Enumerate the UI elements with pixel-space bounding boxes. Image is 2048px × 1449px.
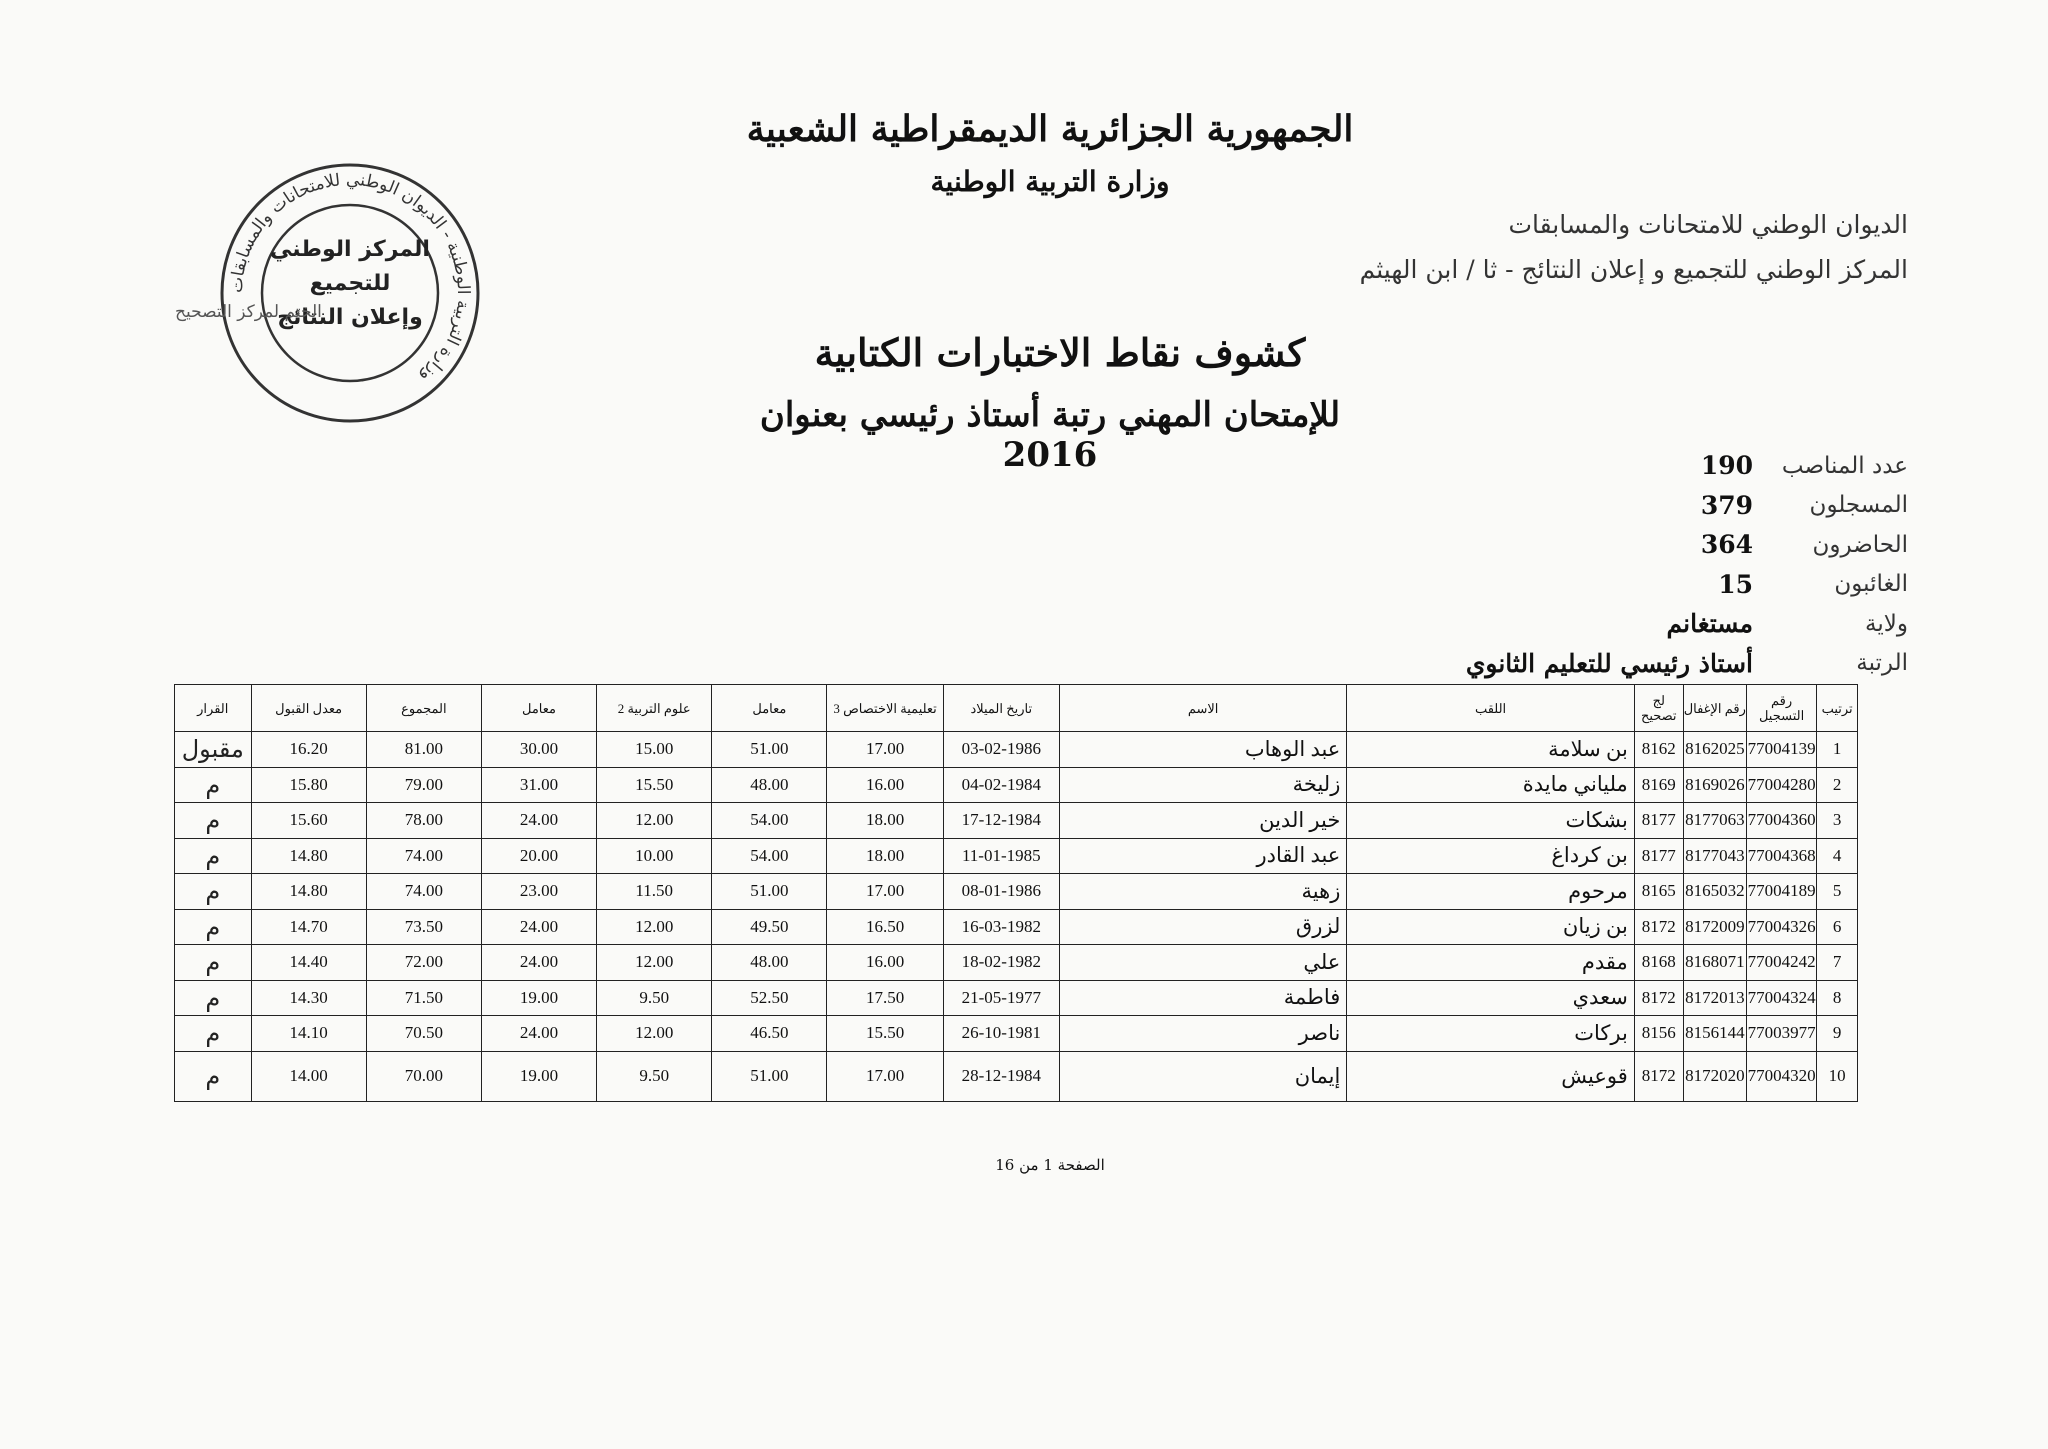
column-header: علوم التربية 2 — [597, 685, 712, 732]
table-cell: 48.00 — [712, 945, 827, 981]
table-cell: 2 — [1817, 767, 1858, 803]
table-cell: 8177 — [1634, 803, 1683, 839]
table-cell: إيمان — [1059, 1051, 1346, 1101]
stat-value: 190 — [1700, 451, 1753, 481]
table-cell: 51.00 — [712, 874, 827, 910]
table-cell: 74.00 — [366, 874, 481, 910]
table-cell: زليخة — [1059, 767, 1346, 803]
table-row — [175, 909, 1858, 945]
table-cell: م — [175, 945, 252, 981]
table-cell: م — [175, 909, 252, 945]
table-header-row — [175, 685, 1858, 732]
stat-value: 364 — [1700, 530, 1753, 560]
stamp-center-text: المركز الوطني للتجميع وإعلان النتائج — [270, 237, 430, 330]
column-header: تاريخ الميلاد — [943, 685, 1059, 732]
table-row — [175, 874, 1858, 910]
table-cell: 24.00 — [481, 945, 596, 981]
table-row — [175, 980, 1858, 1016]
table-cell: 26-10-1981 — [943, 1016, 1059, 1052]
table-cell: 14.30 — [251, 980, 366, 1016]
table-cell: 54.00 — [712, 803, 827, 839]
table-cell: 78.00 — [366, 803, 481, 839]
table-cell: 11.50 — [597, 874, 712, 910]
table-cell: 9.50 — [597, 980, 712, 1016]
stamp-ring-text: وزارة التربية الوطنية - الديوان الوطني للامتحانات والمسابقات — [226, 169, 474, 387]
table-cell: 8169 — [1634, 767, 1683, 803]
table-cell: م — [175, 838, 252, 874]
stat-value: 379 — [1700, 490, 1753, 520]
table-cell: 14.80 — [251, 874, 366, 910]
table-cell: 71.50 — [366, 980, 481, 1016]
table-cell: 14.70 — [251, 909, 366, 945]
table-cell: م — [175, 980, 252, 1016]
table-cell: 8162 — [1634, 732, 1683, 768]
table-cell: 8168071 — [1683, 945, 1746, 981]
stat-row — [1448, 604, 1908, 644]
table-cell: 77003977 — [1746, 1016, 1816, 1052]
table-cell: 04-02-1984 — [943, 767, 1059, 803]
column-header: المجموع — [366, 685, 481, 732]
column-header: معامل — [712, 685, 827, 732]
table-cell: لزرق — [1059, 909, 1346, 945]
table-cell: 08-01-1986 — [943, 874, 1059, 910]
table-cell: علي — [1059, 945, 1346, 981]
table-row — [175, 1051, 1858, 1101]
table-cell: 14.10 — [251, 1016, 366, 1052]
stat-value: مستغانم — [1666, 609, 1753, 639]
column-header: تعليمية الاختصاص 3 — [827, 685, 943, 732]
table-cell: 19.00 — [481, 980, 596, 1016]
table-cell: 8165 — [1634, 874, 1683, 910]
table-row — [175, 1016, 1858, 1052]
table-cell: بن كرداغ — [1347, 838, 1634, 874]
document-subtitle: للإمتحان المهني رتبة أستاذ رئيسي بعنوان 2016 — [759, 395, 1341, 475]
table-cell: عبد القادر — [1059, 838, 1346, 874]
column-header: اللقب — [1347, 685, 1634, 732]
table-row — [175, 945, 1858, 981]
table-cell: 51.00 — [712, 1051, 827, 1101]
table-cell: م — [175, 874, 252, 910]
stat-value: أستاذ رئيسي للتعليم الثانوي — [1465, 648, 1753, 678]
table-cell: 31.00 — [481, 767, 596, 803]
table-cell: 77004189 — [1746, 874, 1816, 910]
table-cell: ناصر — [1059, 1016, 1346, 1052]
table-cell: 8172 — [1634, 1051, 1683, 1101]
table-cell: 9 — [1817, 1016, 1858, 1052]
stat-row — [1448, 565, 1908, 605]
table-cell: مقدم — [1347, 945, 1634, 981]
table-cell: 8168 — [1634, 945, 1683, 981]
table-cell: 17.00 — [827, 1051, 943, 1101]
stat-label: ولاية — [1865, 610, 1908, 637]
table-cell: 70.00 — [366, 1051, 481, 1101]
table-cell: 5 — [1817, 874, 1858, 910]
table-cell: 15.50 — [597, 767, 712, 803]
table-cell: 28-12-1984 — [943, 1051, 1059, 1101]
column-header: ترتيب — [1817, 685, 1858, 732]
table-cell: قوعيش — [1347, 1051, 1634, 1101]
table-cell: 19.00 — [481, 1051, 596, 1101]
table-cell: 16-03-1982 — [943, 909, 1059, 945]
table-cell: 72.00 — [366, 945, 481, 981]
table-cell: 8 — [1817, 980, 1858, 1016]
table-cell: 12.00 — [597, 909, 712, 945]
table-cell: 8162025 — [1683, 732, 1746, 768]
official-stamp — [215, 158, 485, 428]
table-cell: 30.00 — [481, 732, 596, 768]
stat-row — [1448, 486, 1908, 526]
table-cell: 3 — [1817, 803, 1858, 839]
table-cell: 81.00 — [366, 732, 481, 768]
table-cell: سعدي — [1347, 980, 1634, 1016]
table-cell: بن سلامة — [1347, 732, 1634, 768]
table-cell: 12.00 — [597, 1016, 712, 1052]
table-cell: 16.00 — [827, 767, 943, 803]
ministry-heading: وزارة التربية الوطنية — [930, 165, 1170, 198]
table-cell: 10.00 — [597, 838, 712, 874]
table-cell: بركات — [1347, 1016, 1634, 1052]
column-header: الاسم — [1059, 685, 1346, 732]
table-cell: 79.00 — [366, 767, 481, 803]
center-name: المركز الوطني للتجميع و إعلان النتائج - ثا / ابن الهيثم — [1359, 255, 1908, 284]
column-header: لج تصحيح — [1634, 685, 1683, 732]
table-cell: 51.00 — [712, 732, 827, 768]
document-title: كشوف نقاط الاختبارات الكتابية — [814, 330, 1306, 375]
office-name: الديوان الوطني للامتحانات والمسابقات — [1508, 210, 1908, 239]
table-cell: 77004242 — [1746, 945, 1816, 981]
column-header: القرار — [175, 685, 252, 732]
table-cell: 8156144 — [1683, 1016, 1746, 1052]
table-cell: 8172 — [1634, 980, 1683, 1016]
table-cell: 77004139 — [1746, 732, 1816, 768]
table-cell: 14.40 — [251, 945, 366, 981]
table-cell: 77004326 — [1746, 909, 1816, 945]
table-cell: 48.00 — [712, 767, 827, 803]
table-cell: 17.50 — [827, 980, 943, 1016]
stat-row — [1448, 446, 1908, 486]
table-cell: بشكات — [1347, 803, 1634, 839]
column-header: معامل — [481, 685, 596, 732]
table-cell: 17-12-1984 — [943, 803, 1059, 839]
table-cell: 16.00 — [827, 945, 943, 981]
table-cell: 6 — [1817, 909, 1858, 945]
table-cell: 14.80 — [251, 838, 366, 874]
table-cell: 24.00 — [481, 803, 596, 839]
table-cell: 49.50 — [712, 909, 827, 945]
table-cell: 17.00 — [827, 732, 943, 768]
stat-label: عدد المناصب — [1781, 452, 1908, 479]
stat-label: الرتبة — [1856, 650, 1908, 677]
table-cell: م — [175, 767, 252, 803]
stamp-side-text: الختم لمركز التصحيح — [175, 302, 322, 322]
table-cell: 77004320 — [1746, 1051, 1816, 1101]
table-cell: 15.50 — [827, 1016, 943, 1052]
table-cell: م — [175, 1016, 252, 1052]
stat-row — [1448, 525, 1908, 565]
republic-heading: الجمهورية الجزائرية الديمقراطية الشعبية — [746, 108, 1354, 150]
table-cell: عبد الوهاب — [1059, 732, 1346, 768]
table-cell: 18-02-1982 — [943, 945, 1059, 981]
table-cell: 77004324 — [1746, 980, 1816, 1016]
table-cell: مقبول — [175, 732, 252, 768]
stat-value: 15 — [1718, 569, 1753, 599]
page-number: الصفحة 1 من 16 — [995, 1156, 1105, 1174]
table-cell: 46.50 — [712, 1016, 827, 1052]
table-cell: 10 — [1817, 1051, 1858, 1101]
table-cell: م — [175, 803, 252, 839]
table-cell: فاطمة — [1059, 980, 1346, 1016]
table-cell: 8172009 — [1683, 909, 1746, 945]
table-row — [175, 838, 1858, 874]
table-row — [175, 803, 1858, 839]
stat-label: الحاضرون — [1812, 531, 1908, 558]
table-cell: 12.00 — [597, 945, 712, 981]
table-cell: 4 — [1817, 838, 1858, 874]
table-row — [175, 732, 1858, 768]
table-cell: 21-05-1977 — [943, 980, 1059, 1016]
table-cell: ملياني مايدة — [1347, 767, 1634, 803]
table-cell: 17.00 — [827, 874, 943, 910]
table-cell: 23.00 — [481, 874, 596, 910]
table-cell: 54.00 — [712, 838, 827, 874]
table-cell: بن زيان — [1347, 909, 1634, 945]
table-cell: 24.00 — [481, 1016, 596, 1052]
table-cell: 8177043 — [1683, 838, 1746, 874]
table-cell: 14.00 — [251, 1051, 366, 1101]
table-cell: 52.50 — [712, 980, 827, 1016]
table-cell: 70.50 — [366, 1016, 481, 1052]
table-cell: 9.50 — [597, 1051, 712, 1101]
table-cell: 7 — [1817, 945, 1858, 981]
table-cell: 18.00 — [827, 803, 943, 839]
table-cell: 15.60 — [251, 803, 366, 839]
column-header: معدل القبول — [251, 685, 366, 732]
table-cell: 15.00 — [597, 732, 712, 768]
table-cell: 77004368 — [1746, 838, 1816, 874]
table-cell: 20.00 — [481, 838, 596, 874]
table-cell: 77004280 — [1746, 767, 1816, 803]
results-table — [174, 684, 1858, 1102]
table-cell: 16.20 — [251, 732, 366, 768]
stat-row — [1448, 644, 1908, 684]
table-cell: 8172 — [1634, 909, 1683, 945]
table-cell: 8156 — [1634, 1016, 1683, 1052]
table-cell: زهية — [1059, 874, 1346, 910]
table-cell: 11-01-1985 — [943, 838, 1059, 874]
stat-label: الغائبون — [1834, 571, 1908, 598]
column-header: رقم التسجيل — [1746, 685, 1816, 732]
table-cell: 12.00 — [597, 803, 712, 839]
table-cell: خير الدين — [1059, 803, 1346, 839]
table-cell: مرحوم — [1347, 874, 1634, 910]
table-cell: م — [175, 1051, 252, 1101]
table-cell: 8169026 — [1683, 767, 1746, 803]
table-cell: 18.00 — [827, 838, 943, 874]
table-cell: 1 — [1817, 732, 1858, 768]
table-cell: 8172013 — [1683, 980, 1746, 1016]
statistics-block — [1448, 446, 1908, 683]
table-cell: 8165032 — [1683, 874, 1746, 910]
stat-label: المسجلون — [1809, 492, 1908, 519]
table-cell: 16.50 — [827, 909, 943, 945]
table-cell: 8177063 — [1683, 803, 1746, 839]
table-cell: 15.80 — [251, 767, 366, 803]
table-cell: 03-02-1986 — [943, 732, 1059, 768]
table-cell: 73.50 — [366, 909, 481, 945]
table-cell: 77004360 — [1746, 803, 1816, 839]
table-cell: 24.00 — [481, 909, 596, 945]
table-cell: 8177 — [1634, 838, 1683, 874]
column-header: رقم الإغفال — [1683, 685, 1746, 732]
table-cell: 8172020 — [1683, 1051, 1746, 1101]
table-cell: 74.00 — [366, 838, 481, 874]
table-row — [175, 767, 1858, 803]
